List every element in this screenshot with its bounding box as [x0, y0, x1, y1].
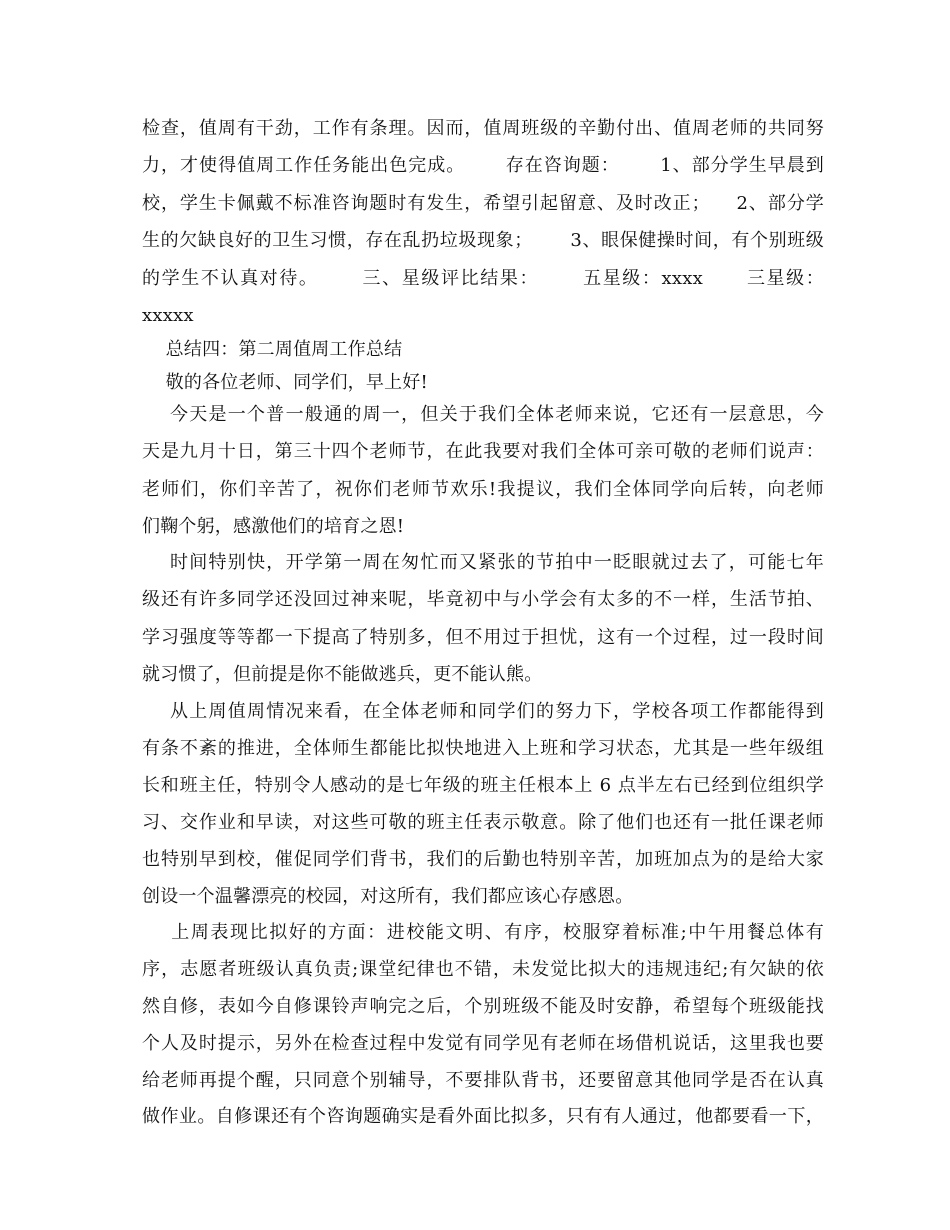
greeting-line: 敬的各位老师、同学们，早上好! [142, 372, 428, 393]
text-line: 序，志愿者班级认真负责;课堂纪律也不错，未发觉比拟大的违规违纪;有欠缺的依 [142, 959, 824, 980]
text-line: 从上周值周情况来看，在全体老师和同学们的努力下，学校各项工作都能得到 [142, 701, 824, 722]
text-line: 检查，值周有干劲，工作有条理。因而，值周班级的辛勤付出、值周老师的共同努 [142, 118, 824, 139]
text-line: 上周表现比拟好的方面：进校能文明、有序，校服穿着标准;中午用餐总体有 [142, 922, 824, 943]
text-line: 然自修，表如今自修课铃声响完之后，个别班级不能及时安静，希望每个班级能找 [142, 996, 824, 1017]
text-line: 的学生不认真对待。 三、星级评比结果： 五星级：xxxx 三星级： [142, 268, 824, 289]
text-line: 天是九月十日，第三十四个老师节，在此我要对我们全体可亲可敬的老师们说声： [142, 441, 824, 462]
text-line: 们鞠个躬，感激他们的培育之恩! [142, 516, 405, 537]
text-line: 长和班主任，特别令人感动的是七年级的班主任根本上 6 点半左右已经到位组织学 [142, 775, 824, 796]
text-line: 给老师再提个醒，只同意个别辅导，不要排队背书，还要留意其他同学是否在认真 [142, 1070, 824, 1091]
text-line: 也特别早到校，催促同学们背书，我们的后勤也特别辛苦，加班加点为的是给大家 [142, 849, 824, 870]
text-line: 今天是一个普一般通的周一，但关于我们全体老师来说，它还有一层意思，今 [142, 404, 824, 425]
text-line: 创设一个温馨漂亮的校园，对这所有，我们都应该心存感恩。 [142, 886, 634, 907]
text-line: 学习强度等等都一下提高了特别多，但不用过于担忧，这有一个过程，过一段时间 [142, 627, 824, 648]
text-line: 力，才使得值周工作任务能出色完成。 存在咨询题： 1、部分学生早晨到 [142, 155, 824, 176]
section-heading: 总结四：第二周值周工作总结 [142, 339, 403, 360]
text-line: 有条不紊的推进，全体师生都能比拟快地进入上班和学习状态，尤其是一些年级组 [142, 738, 824, 759]
text-line: 做作业。自修课还有个咨询题确实是看外面比拟多，只有有人通过，他都要看一下， [142, 1106, 824, 1127]
text-line: xxxxx [142, 305, 194, 326]
text-line: 时间特别快，开学第一周在匆忙而又紧张的节拍中一眨眼就过去了，可能七年 [142, 552, 824, 573]
text-line: 校，学生卡佩戴不标准咨询题时有发生，希望引起留意、及时改正； 2、部分学 [142, 193, 824, 214]
text-line: 生的欠缺良好的卫生习惯，存在乱扔垃圾现象； 3、眼保健操时间，有个别班级 [142, 230, 824, 251]
text-line: 老师们，你们辛苦了，祝你们老师节欢乐!我提议，我们全体同学向后转，向老师 [142, 479, 824, 500]
text-line: 习、交作业和早读，对这些可敬的班主任表示敬意。除了他们也还有一批任课老师 [142, 812, 824, 833]
text-line: 个人及时提示，另外在检查过程中发觉有同学见有老师在场借机说话，这里我也要 [142, 1033, 824, 1054]
text-line: 就习惯了，但前提是你不能做逃兵，更不能认熊。 [142, 664, 543, 685]
text-line: 级还有许多同学还没回过神来呢，毕竟初中与小学会有太多的不一样，生活节拍、 [142, 589, 824, 610]
